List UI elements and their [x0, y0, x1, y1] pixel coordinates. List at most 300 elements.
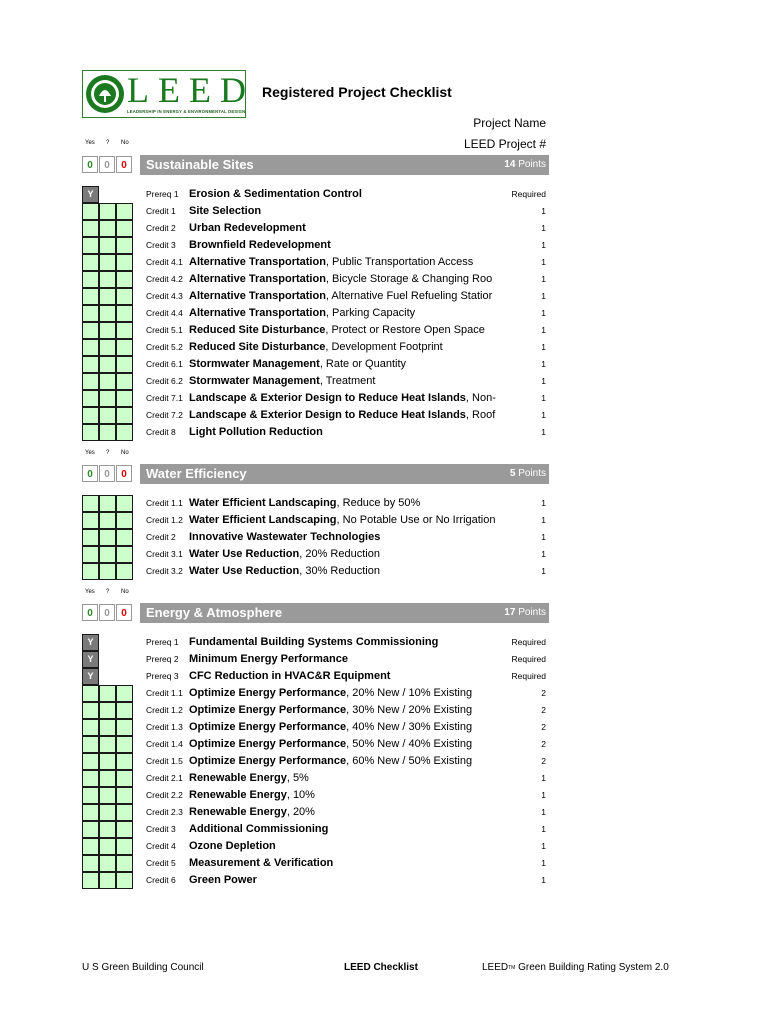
item-title: Reduced Site Disturbance: [189, 324, 326, 336]
tally-maybe: 0: [99, 465, 115, 482]
item-code: Credit 1.4: [146, 739, 183, 749]
point-value: 1: [541, 257, 546, 267]
point-value: 1: [541, 206, 546, 216]
point-value: 1: [541, 532, 546, 542]
item-description: [189, 496, 496, 511]
item-description: [189, 306, 496, 321]
item-detail: , Bicycle Storage & Changing Roo: [325, 273, 493, 285]
item-detail: , Treatment: [319, 375, 376, 387]
item-description: [189, 513, 496, 528]
required-label: Required: [511, 654, 546, 664]
item-code: Credit 3.1: [146, 549, 183, 559]
checkbox-no[interactable]: [116, 271, 133, 288]
item-title: Alternative Transportation: [189, 273, 326, 285]
item-code: Credit 1.1: [146, 498, 183, 508]
column-label-maybe: ?: [106, 450, 110, 456]
item-code: Credit 6.1: [146, 359, 183, 369]
checkbox-yes[interactable]: [82, 753, 99, 770]
checkbox-yes[interactable]: [82, 512, 99, 529]
point-value: 1: [541, 515, 546, 525]
credit-row: [82, 719, 549, 736]
item-code: Credit 2.3: [146, 807, 183, 817]
column-label-yes: Yes: [85, 589, 95, 595]
item-title: Optimize Energy Performance: [189, 721, 347, 733]
project-number-label: LEED Project #: [463, 137, 546, 151]
item-description: [189, 340, 496, 355]
credit-row: [82, 838, 549, 855]
credit-row: [82, 203, 549, 220]
empty-cell: [116, 668, 133, 685]
item-description: [189, 408, 496, 423]
column-label-maybe: ?: [106, 589, 110, 595]
point-value: 1: [541, 223, 546, 233]
required-label: Required: [511, 189, 546, 199]
item-description: [189, 238, 496, 253]
prerequisite-row: [82, 668, 549, 685]
credit-row: [82, 271, 549, 288]
empty-cell: [116, 186, 133, 203]
checkbox-no[interactable]: [116, 407, 133, 424]
section-points: [504, 159, 546, 171]
checkbox-yes[interactable]: [82, 373, 99, 390]
section-header: [82, 464, 549, 484]
credit-row: [82, 546, 549, 563]
credit-row: [82, 407, 549, 424]
checkbox-maybe[interactable]: [99, 529, 116, 546]
point-value: 1: [541, 790, 546, 800]
section-points: [504, 607, 546, 619]
checkbox-maybe[interactable]: [99, 702, 116, 719]
point-value: 1: [541, 773, 546, 783]
item-title: Ozone Depletion: [189, 840, 276, 852]
checkbox-no[interactable]: [116, 753, 133, 770]
checkbox-maybe[interactable]: [99, 407, 116, 424]
checkbox-no[interactable]: [116, 203, 133, 220]
credit-row: [82, 702, 549, 719]
credit-row: [82, 736, 549, 753]
credit-row: [82, 390, 549, 407]
item-description: [189, 805, 496, 820]
item-code: Credit 4.3: [146, 291, 183, 301]
logo-wordmark: LEED: [127, 70, 255, 110]
checkbox-maybe[interactable]: [99, 203, 116, 220]
point-value: 1: [541, 308, 546, 318]
checkbox-yes[interactable]: [82, 254, 99, 271]
tally-maybe: 0: [99, 156, 115, 173]
points-number: 5: [509, 468, 516, 479]
checkbox-yes[interactable]: [82, 719, 99, 736]
item-detail: , Public Transportation Access: [325, 256, 474, 268]
checkbox-maybe[interactable]: [99, 770, 116, 787]
checkbox-no[interactable]: [116, 563, 133, 580]
checkbox-yes[interactable]: [82, 390, 99, 407]
item-code: Credit 1: [146, 206, 176, 216]
item-detail: , 40% New / 30% Existing: [346, 721, 473, 733]
item-detail: , 50% New / 40% Existing: [346, 738, 473, 750]
credit-row: [82, 855, 549, 872]
item-title: Light Pollution Reduction: [189, 426, 323, 438]
item-description: [189, 873, 496, 888]
credit-row: [82, 821, 549, 838]
checkbox-no[interactable]: [116, 685, 133, 702]
credit-row: [82, 685, 549, 702]
point-value: 1: [541, 393, 546, 403]
checkbox-maybe[interactable]: [99, 804, 116, 821]
checkbox-no[interactable]: [116, 495, 133, 512]
section-bar: [140, 464, 549, 484]
credit-row: [82, 753, 549, 770]
item-description: [189, 357, 496, 372]
checkbox-no[interactable]: [116, 305, 133, 322]
checkbox-no[interactable]: [116, 546, 133, 563]
checkbox-yes[interactable]: [82, 271, 99, 288]
item-detail: , Alternative Fuel Refueling Statior: [325, 290, 493, 302]
credit-row: [82, 529, 549, 546]
empty-cell: [99, 668, 116, 685]
item-code: Credit 6.2: [146, 376, 183, 386]
credit-row: [82, 237, 549, 254]
item-detail: , Development Footprint: [325, 341, 443, 353]
credit-row: [82, 339, 549, 356]
checkbox-yes[interactable]: [82, 787, 99, 804]
checkbox-maybe[interactable]: [99, 237, 116, 254]
checkbox-maybe[interactable]: [99, 855, 116, 872]
item-code: Credit 3: [146, 240, 176, 250]
checkbox-maybe[interactable]: [99, 753, 116, 770]
checkbox-no[interactable]: [116, 872, 133, 889]
item-description: [189, 822, 496, 837]
item-title: Site Selection: [189, 205, 262, 217]
checkbox-yes[interactable]: [82, 529, 99, 546]
item-description: [189, 374, 496, 389]
checkbox-yes[interactable]: [82, 407, 99, 424]
checkbox-yes[interactable]: [82, 563, 99, 580]
tally-yes: 0: [82, 156, 98, 173]
checkbox-yes[interactable]: [82, 424, 99, 441]
checkbox-maybe[interactable]: [99, 254, 116, 271]
column-label-no: No: [121, 589, 129, 595]
tally-maybe: 0: [99, 604, 115, 621]
item-detail: , 60% New / 50% Existing: [346, 755, 473, 767]
item-title: Additional Commissioning: [189, 823, 329, 835]
item-code: Credit 1.5: [146, 756, 183, 766]
point-value: 1: [541, 410, 546, 420]
item-title: Water Use Reduction: [189, 565, 300, 577]
credit-row: [82, 356, 549, 373]
prerequisite-row: [82, 651, 549, 668]
item-detail: , Roof: [465, 409, 496, 421]
credit-row: [82, 305, 549, 322]
point-value: 1: [541, 549, 546, 559]
checkbox-no[interactable]: [116, 821, 133, 838]
checkbox-no[interactable]: [116, 390, 133, 407]
checkbox-no[interactable]: [116, 356, 133, 373]
checkbox-no[interactable]: [116, 702, 133, 719]
required-label: Required: [511, 637, 546, 647]
checkbox-maybe[interactable]: [99, 373, 116, 390]
item-code: Credit 1.1: [146, 688, 183, 698]
item-detail: , No Potable Use or No Irrigation: [336, 514, 496, 526]
item-code: Credit 5.1: [146, 325, 183, 335]
item-description: [189, 425, 496, 440]
point-value: 1: [541, 807, 546, 817]
checkbox-yes[interactable]: [82, 237, 99, 254]
checkbox-no[interactable]: [116, 512, 133, 529]
section-bar: [140, 155, 549, 175]
credit-row: [82, 512, 549, 529]
item-code: Credit 3.2: [146, 566, 183, 576]
empty-cell: [99, 634, 116, 651]
footer-organization: U S Green Building Council: [82, 962, 204, 973]
credit-row: [82, 563, 549, 580]
item-code: Credit 1.2: [146, 705, 183, 715]
item-code: Credit 1.3: [146, 722, 183, 732]
item-code: Prereq 3: [146, 671, 179, 681]
item-detail: , 20% New / 10% Existing: [346, 687, 473, 699]
checkbox-no[interactable]: [116, 373, 133, 390]
item-title: Urban Redevelopment: [189, 222, 306, 234]
checkbox-no[interactable]: [116, 719, 133, 736]
item-description: [189, 564, 496, 579]
item-code: Prereq 1: [146, 637, 179, 647]
section-points: [510, 468, 546, 480]
item-code: Credit 5: [146, 858, 176, 868]
checkbox-yes[interactable]: [82, 546, 99, 563]
item-code: Prereq 1: [146, 189, 179, 199]
checkbox-no[interactable]: [116, 254, 133, 271]
credit-row: [82, 220, 549, 237]
item-code: Credit 8: [146, 427, 176, 437]
checkbox-maybe[interactable]: [99, 719, 116, 736]
item-title: Measurement & Verification: [189, 857, 334, 869]
item-title: Stormwater Management: [189, 375, 320, 387]
item-title: Optimize Energy Performance: [189, 687, 347, 699]
item-description: [189, 703, 496, 718]
checkbox-no[interactable]: [116, 838, 133, 855]
checkbox-yes[interactable]: [82, 305, 99, 322]
point-value: 1: [541, 291, 546, 301]
section-title: Energy & Atmosphere: [146, 605, 283, 620]
checkbox-yes[interactable]: [82, 288, 99, 305]
points-word: Points: [518, 159, 546, 170]
checkbox-yes[interactable]: [82, 855, 99, 872]
section-title: Sustainable Sites: [146, 157, 254, 172]
item-description: [189, 547, 496, 562]
prereq-yes-mark: Y: [82, 668, 99, 685]
point-value: 2: [541, 705, 546, 715]
item-description: [189, 289, 496, 304]
item-code: Credit 4.4: [146, 308, 183, 318]
checkbox-maybe[interactable]: [99, 736, 116, 753]
checkbox-yes[interactable]: [82, 356, 99, 373]
item-title: Water Efficient Landscaping: [189, 497, 337, 509]
checkbox-no[interactable]: [116, 322, 133, 339]
item-title: Water Efficient Landscaping: [189, 514, 337, 526]
point-value: 1: [541, 359, 546, 369]
item-title: Alternative Transportation: [189, 307, 326, 319]
item-code: Credit 6: [146, 875, 176, 885]
checkbox-yes[interactable]: [82, 702, 99, 719]
item-code: Credit 2: [146, 223, 176, 233]
checkbox-maybe[interactable]: [99, 821, 116, 838]
item-code: Prereq 2: [146, 654, 179, 664]
checkbox-yes[interactable]: [82, 220, 99, 237]
item-description: [189, 652, 496, 667]
checkbox-maybe[interactable]: [99, 339, 116, 356]
checkbox-maybe[interactable]: [99, 685, 116, 702]
checkbox-no[interactable]: [116, 339, 133, 356]
item-description: [189, 635, 496, 650]
points-word: Points: [518, 468, 546, 479]
credit-row: [82, 322, 549, 339]
checkbox-maybe[interactable]: [99, 872, 116, 889]
prereq-yes-mark: Y: [82, 634, 99, 651]
item-title: Landscape & Exterior Design to Reduce Heat Islands: [189, 392, 466, 404]
point-value: 1: [541, 376, 546, 386]
footer-trademark: TM: [508, 965, 516, 971]
checkbox-yes[interactable]: [82, 495, 99, 512]
item-code: Credit 4: [146, 841, 176, 851]
checkbox-maybe[interactable]: [99, 220, 116, 237]
item-title: Stormwater Management: [189, 358, 320, 370]
credit-row: [82, 804, 549, 821]
item-code: Credit 7.1: [146, 393, 183, 403]
credit-row: [82, 424, 549, 441]
item-code: Credit 2: [146, 532, 176, 542]
item-code: Credit 1.2: [146, 515, 183, 525]
checkbox-yes[interactable]: [82, 838, 99, 855]
item-title: Brownfield Redevelopment: [189, 239, 331, 251]
item-description: [189, 204, 496, 219]
item-description: [189, 669, 496, 684]
column-label-yes: Yes: [85, 450, 95, 456]
item-title: Renewable Energy: [189, 789, 287, 801]
checkbox-yes[interactable]: [82, 872, 99, 889]
empty-cell: [116, 651, 133, 668]
checkbox-maybe[interactable]: [99, 838, 116, 855]
item-description: [189, 686, 496, 701]
item-title: Renewable Energy: [189, 806, 287, 818]
checkbox-maybe[interactable]: [99, 356, 116, 373]
point-value: 2: [541, 739, 546, 749]
checkbox-maybe[interactable]: [99, 563, 116, 580]
checkbox-maybe[interactable]: [99, 787, 116, 804]
checkbox-no[interactable]: [116, 770, 133, 787]
checkbox-yes[interactable]: [82, 770, 99, 787]
item-code: Credit 2.2: [146, 790, 183, 800]
points-number: 14: [504, 159, 516, 170]
checkbox-maybe[interactable]: [99, 271, 116, 288]
credit-row: [82, 787, 549, 804]
item-detail: , 30% Reduction: [299, 565, 380, 577]
footer-rating-text: Green Building Rating System 2.0: [515, 962, 669, 973]
point-value: 2: [541, 756, 546, 766]
checkbox-maybe[interactable]: [99, 322, 116, 339]
point-value: 1: [541, 841, 546, 851]
item-description: [189, 187, 496, 202]
checkbox-yes[interactable]: [82, 736, 99, 753]
credit-row: [82, 288, 549, 305]
item-detail: , 30% New / 20% Existing: [346, 704, 473, 716]
item-detail: , Parking Capacity: [325, 307, 416, 319]
tally-no: 0: [116, 156, 132, 173]
checkbox-yes[interactable]: [82, 804, 99, 821]
credit-row: [82, 872, 549, 889]
item-title: Renewable Energy: [189, 772, 287, 784]
tally-no: 0: [116, 604, 132, 621]
prerequisite-row: [82, 634, 549, 651]
checkbox-maybe[interactable]: [99, 546, 116, 563]
column-label-no: No: [121, 450, 129, 456]
item-detail: , Non-: [465, 392, 496, 404]
empty-cell: [99, 651, 116, 668]
footer-rating-system: [482, 962, 669, 973]
logo-tagline: LEADERSHIP IN ENERGY & ENVIRONMENTAL DESIGN: [127, 109, 246, 114]
checkbox-maybe[interactable]: [99, 424, 116, 441]
checkbox-yes[interactable]: [82, 322, 99, 339]
checkbox-yes[interactable]: [82, 685, 99, 702]
checkbox-yes[interactable]: [82, 821, 99, 838]
column-label-no: No: [121, 140, 129, 146]
point-value: 1: [541, 875, 546, 885]
point-value: 1: [541, 824, 546, 834]
checkbox-yes[interactable]: [82, 203, 99, 220]
checkbox-no[interactable]: [116, 424, 133, 441]
required-label: Required: [511, 671, 546, 681]
checkbox-maybe[interactable]: [99, 495, 116, 512]
checkbox-maybe[interactable]: [99, 288, 116, 305]
item-title: Fundamental Building Systems Commissioning: [189, 636, 439, 648]
checkbox-maybe[interactable]: [99, 390, 116, 407]
checkbox-no[interactable]: [116, 787, 133, 804]
item-description: [189, 272, 496, 287]
item-title: Alternative Transportation: [189, 290, 326, 302]
point-value: 1: [541, 858, 546, 868]
checkbox-no[interactable]: [116, 804, 133, 821]
checkbox-yes[interactable]: [82, 339, 99, 356]
point-value: 1: [541, 342, 546, 352]
item-description: [189, 839, 496, 854]
checkbox-no[interactable]: [116, 220, 133, 237]
checkbox-maybe[interactable]: [99, 512, 116, 529]
point-value: 1: [541, 240, 546, 250]
point-value: 2: [541, 688, 546, 698]
footer-leed: LEED: [482, 962, 509, 973]
item-description: [189, 323, 496, 338]
points-word: Points: [518, 607, 546, 618]
checkbox-no[interactable]: [116, 288, 133, 305]
tally-yes: 0: [82, 465, 98, 482]
checkbox-no[interactable]: [116, 237, 133, 254]
column-label-maybe: ?: [106, 140, 110, 146]
checkbox-no[interactable]: [116, 736, 133, 753]
column-label-yes: Yes: [85, 140, 95, 146]
credit-row: [82, 495, 549, 512]
point-value: 1: [541, 325, 546, 335]
tally-no: 0: [116, 465, 132, 482]
item-title: Optimize Energy Performance: [189, 755, 347, 767]
project-name-label: Project Name: [473, 116, 546, 130]
prereq-yes-mark: Y: [82, 651, 99, 668]
item-description: [189, 221, 496, 236]
checkbox-maybe[interactable]: [99, 305, 116, 322]
checkbox-no[interactable]: [116, 529, 133, 546]
item-title: Innovative Wastewater Technologies: [189, 531, 381, 543]
checkbox-no[interactable]: [116, 855, 133, 872]
item-code: Credit 3: [146, 824, 176, 834]
footer-document-title: LEED Checklist: [344, 962, 418, 973]
item-description: [189, 856, 496, 871]
